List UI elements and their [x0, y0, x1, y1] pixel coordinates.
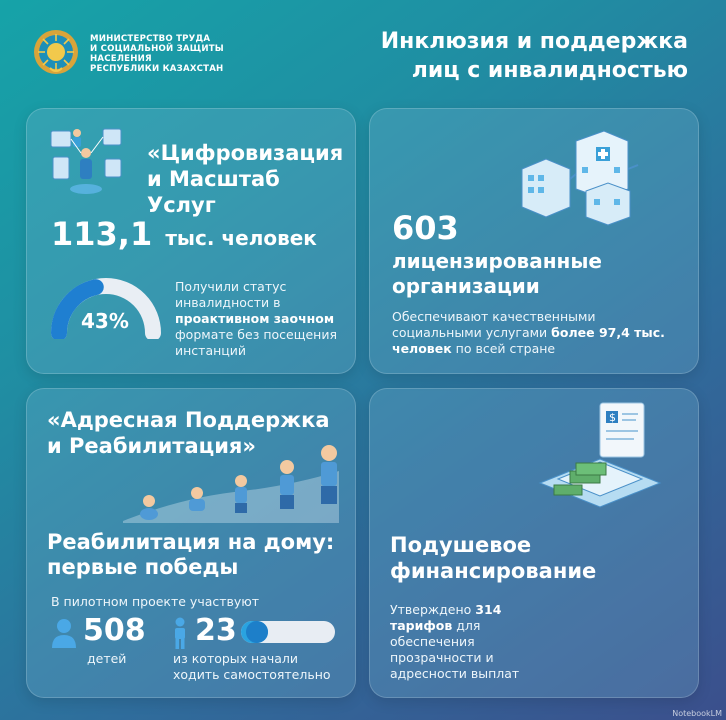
rehab-subtitle-line: первые победы	[47, 555, 239, 579]
organizations-label-line: лицензированные	[392, 249, 602, 273]
money-funding-icon	[530, 399, 670, 517]
walking-person-icon	[171, 617, 189, 649]
digital-title-line: «Цифровизация	[147, 141, 344, 165]
organizations-card	[369, 108, 699, 374]
digital-desc-text: формате без посещения инстанций	[175, 327, 337, 358]
ministry-name	[90, 34, 224, 74]
state-emblem-icon	[32, 28, 80, 76]
digital-services-icon	[47, 123, 125, 201]
organizations-count: 603	[392, 209, 459, 247]
people-count	[51, 215, 317, 253]
digital-title	[147, 140, 355, 218]
organizations-desc-text: Обеспечивают качественными социальными услугами	[392, 309, 596, 340]
walking-progress-knob	[246, 621, 268, 643]
rehab-subtitle	[47, 530, 334, 580]
walking-label-line: из которых начали	[173, 651, 299, 666]
pilot-text: В пилотном проекте участвуют	[51, 594, 260, 609]
organizations-label-line: организации	[392, 274, 540, 298]
organizations-desc-text: по всей стране	[455, 341, 556, 356]
digitalization-card	[26, 108, 356, 374]
ministry-line: И СОЦИАЛЬНОЙ ЗАЩИТЫ	[90, 44, 224, 54]
rehab-title-line: «Адресная Поддержка	[47, 408, 330, 432]
walking-label-line: ходить самостоятельно	[173, 667, 331, 682]
svg-text:$: $	[609, 411, 616, 424]
header	[0, 0, 726, 100]
page-title-line: Инклюзия и поддержка	[380, 29, 688, 54]
funding-desc-bold: 314 тарифов	[390, 602, 502, 633]
ministry-line: РЕСПУБЛИКИ КАЗАХСТАН	[90, 64, 224, 74]
notebooklm-watermark: NotebookLM	[672, 709, 722, 718]
people-count-number: 113,1	[51, 215, 153, 253]
organizations-description	[392, 309, 684, 357]
funding-desc-text: для обеспечения прозрачности и адресности выплат	[390, 618, 520, 681]
buildings-icon	[516, 119, 652, 227]
children-label: детей	[87, 651, 127, 666]
rehab-title-line: и Реабилитация»	[47, 434, 256, 458]
ministry-line: НАСЕЛЕНИЯ	[90, 54, 152, 64]
walking-count: 23	[195, 613, 237, 648]
walking-label	[173, 651, 331, 683]
digital-title-line: и Масштаб Услуг	[147, 167, 280, 217]
walking-progress-bar	[241, 621, 335, 643]
digital-description	[175, 279, 347, 359]
digital-desc-text: Получили статус инвалидности в	[175, 279, 287, 310]
funding-description	[390, 602, 540, 682]
digital-desc-bold: проактивном заочном	[175, 311, 335, 326]
page-title	[381, 27, 688, 85]
organizations-desc-bold: более 97,4 тыс. человек	[392, 325, 665, 356]
people-count-unit: тыс. человек	[165, 226, 317, 250]
person-icon	[51, 618, 77, 648]
ministry-line: МИНИСТЕРСТВО ТРУДА	[90, 34, 211, 44]
children-count: 508	[83, 613, 146, 648]
child-first-steps-icon	[123, 441, 339, 523]
funding-desc-text: Утверждено	[390, 602, 472, 617]
funding-title	[390, 532, 596, 584]
organizations-label	[392, 249, 602, 299]
gauge-percent-label: 43%	[81, 309, 129, 333]
funding-title-line: финансирование	[390, 559, 597, 583]
rehab-subtitle-line: Реабилитация на дому:	[47, 530, 335, 554]
funding-card	[369, 388, 699, 698]
funding-title-line: Подушевое	[390, 533, 532, 557]
page-title-line: лиц с инвалидностью	[411, 58, 688, 83]
rehabilitation-card	[26, 388, 356, 698]
